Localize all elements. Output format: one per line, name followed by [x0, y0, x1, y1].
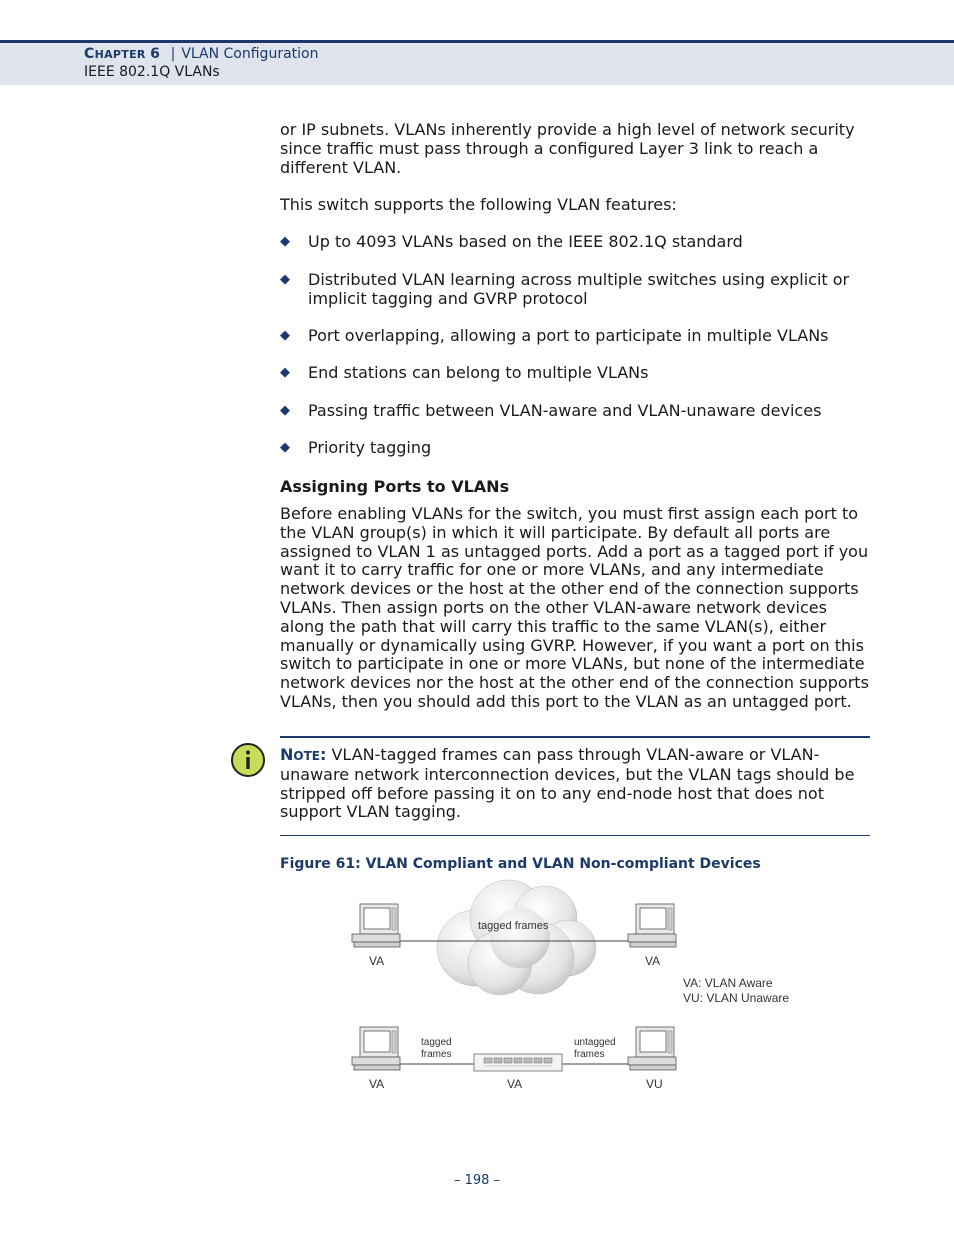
chapter-prefix-big: C: [84, 46, 95, 62]
chapter-prefix-small: HAPTER: [94, 48, 146, 61]
assigning-paragraph: Before enabling VLANs for the switch, you must first assign each port to the VLAN group(s) in which it will participate. By default all ports are assigned to VLAN 1 as untagged ports. Add a port as a tagged port if you want it to carry traffic for one or more VLANs, and any intermediate network devices or the host at the other end of the connection supports VLANs. Then assign ports on the other VLAN-aware network devices along the path that will carry this traffic to the same VLAN(s), either manually or dynamically using GVRP. However, if you want a port on this switch to participate in one or more VLANs, but none of the intermediate network devices nor the host at the other end of the connection supports VLANs, then you should add this port to the VLAN as an untagged port.: [280, 504, 869, 711]
diamond-bullet-icon: ◆: [280, 440, 290, 455]
computer-icon: [628, 1027, 676, 1070]
bottom-middle-label: VA: [507, 1077, 523, 1091]
note-label: NOTE:: [280, 745, 327, 764]
section-heading: IEEE 802.1Q VLANs: [84, 64, 220, 80]
bottom-left-label: VA: [369, 1077, 385, 1091]
feature-text: Distributed VLAN learning across multiple switches using explicit or implicit tagging and GVRP protocol: [308, 270, 850, 308]
feature-text: Port overlapping, allowing a port to participate in multiple VLANs: [308, 326, 829, 345]
vlan-figure: [340, 878, 820, 1103]
diamond-bullet-icon: ◆: [280, 234, 290, 249]
feature-text: Priority tagging: [308, 438, 432, 457]
figure-caption: Figure 61: VLAN Compliant and VLAN Non-compliant Devices: [280, 856, 761, 872]
chapter-number: 6: [150, 46, 161, 62]
top-right-label: VA: [645, 954, 661, 968]
bottom-right-label: VU: [646, 1077, 663, 1091]
network-cloud: [437, 880, 596, 995]
switch-icon: [474, 1054, 562, 1071]
feature-text: Up to 4093 VLANs based on the IEEE 802.1Q standard: [308, 232, 743, 251]
untagged-label: untagged frames: [574, 1037, 616, 1060]
info-icon: [230, 742, 266, 778]
diamond-bullet-icon: ◆: [280, 328, 290, 343]
computer-icon: [352, 904, 400, 947]
page-number: – 198 –: [453, 1173, 501, 1188]
header-separator: |: [170, 46, 176, 62]
note-body: VLAN-tagged frames can pass through VLAN-aware or VLAN-unaware network interconnection devices, but the VLAN tags should be stripped off before passing it on to any end-node host that does not support VLAN tagging.: [280, 745, 855, 822]
intro-paragraph: or IP subnets. VLANs inherently provide a high level of network security since traffic must pass through a configured Layer 3 link to reach a different VLAN.: [280, 120, 855, 177]
diamond-bullet-icon: ◆: [280, 365, 290, 380]
note-rule-bottom: [280, 835, 870, 836]
diamond-bullet-icon: ◆: [280, 272, 290, 287]
feature-text: Passing traffic between VLAN-aware and VLAN-unaware devices: [308, 401, 822, 420]
legend-unaware: VU: VLAN Unaware: [683, 991, 790, 1005]
computer-icon: [352, 1027, 400, 1070]
note-text: [280, 746, 870, 822]
computer-icon: [628, 904, 676, 947]
features-intro: This switch supports the following VLAN features:: [280, 195, 677, 214]
chapter-title: VLAN Configuration: [181, 46, 319, 62]
note-rule-top: [280, 736, 870, 738]
cloud-label: tagged frames: [478, 920, 549, 932]
tagged-label: tagged frames: [421, 1037, 452, 1060]
legend-aware: VA: VLAN Aware: [683, 976, 773, 990]
top-left-label: VA: [369, 954, 385, 968]
chapter-heading: [84, 45, 318, 64]
section-title: Assigning Ports to VLANs: [280, 477, 510, 496]
diamond-bullet-icon: ◆: [280, 403, 290, 418]
feature-text: End stations can belong to multiple VLANs: [308, 363, 649, 382]
